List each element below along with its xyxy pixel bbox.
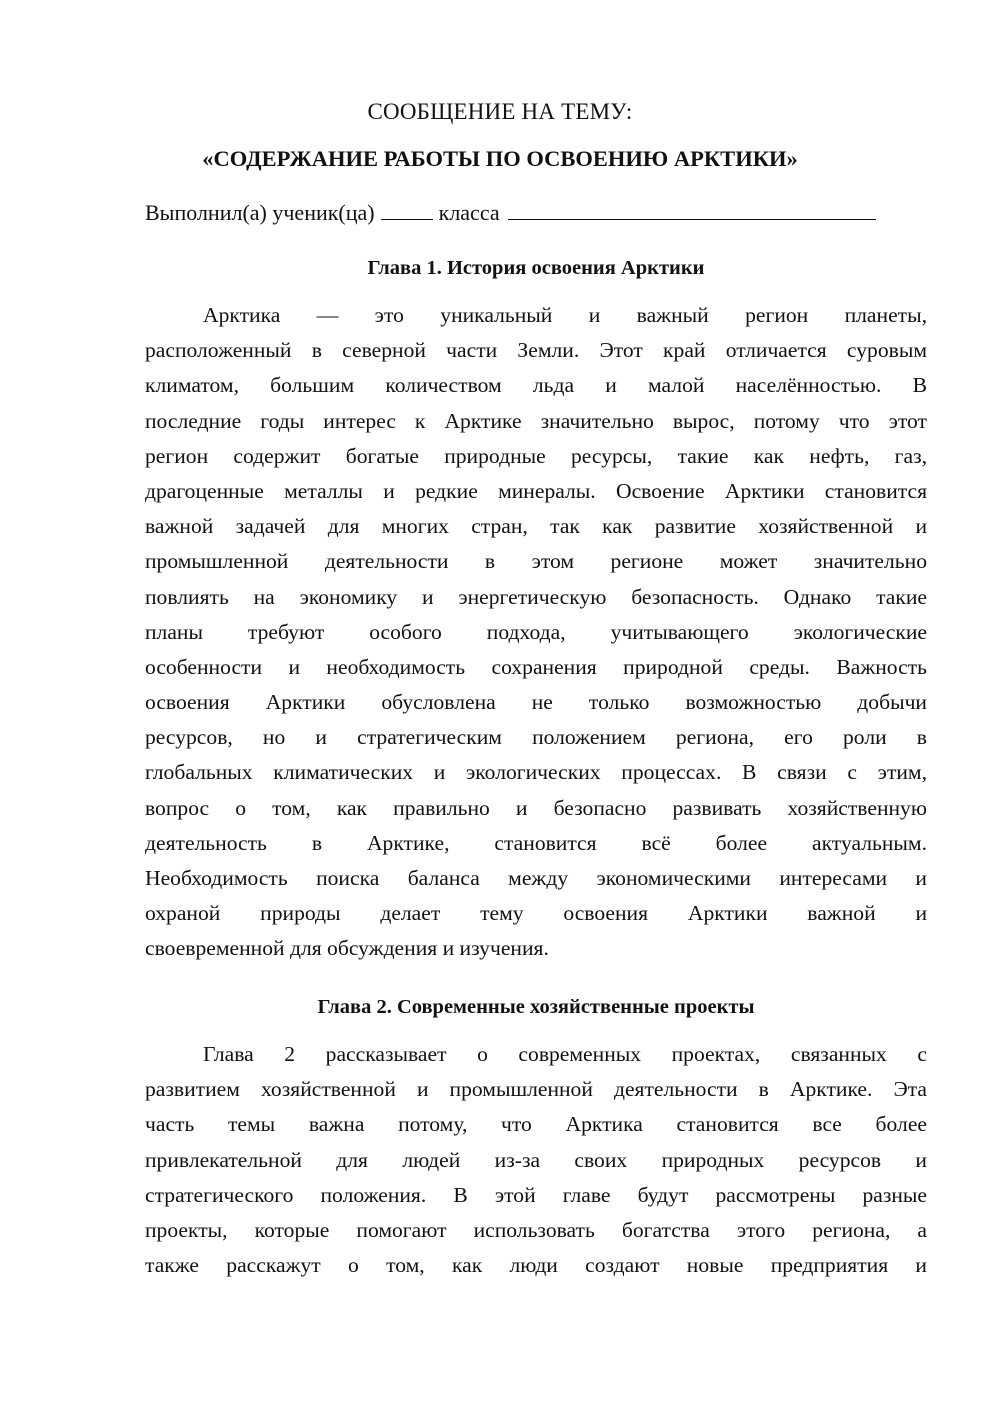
- paragraph-line: вопрос о том, как правильно и безопасно развивать хозяйственную: [145, 795, 927, 820]
- title-line-1: СООБЩЕНИЕ НА ТЕМУ:: [367, 99, 633, 124]
- title-line-2: «СОДЕРЖАНИЕ РАБОТЫ ПО ОСВОЕНИЮ АРКТИКИ»: [202, 146, 798, 171]
- paragraph-line: деятельность в Арктике, становится всё более актуальным.: [145, 830, 927, 855]
- chapter-2-paragraph: [145, 1037, 927, 1283]
- paragraph-line: климатом, большим количеством льда и малой населённостью. В: [145, 373, 927, 398]
- class-number-blank: [381, 199, 433, 220]
- chapter-1-paragraph: [145, 298, 927, 967]
- chapter-1-heading: Глава 1. История освоения Арктики: [367, 257, 705, 279]
- paragraph-line: проекты, которые помогают использовать богатства этого региона, а: [145, 1217, 927, 1242]
- paragraph-line: драгоценные металлы и редкие минералы. Освоение Арктики становится: [145, 478, 927, 503]
- paragraph-line: охраной природы делает тему освоения Арктики важной и: [145, 901, 927, 926]
- paragraph-line: особенности и необходимость сохранения природной среды. Важность: [145, 654, 927, 679]
- paragraph-line: регион содержит богатые природные ресурсы, такие как нефть, газ,: [145, 443, 927, 468]
- paragraph-line: важной задачей для многих стран, так как развитие хозяйственной и: [145, 514, 927, 539]
- paragraph-line: Глава 2 рассказывает о современных проектах, связанных с: [203, 1042, 927, 1066]
- paragraph-line: расположенный в северной части Земли. Этот край отличается суровым: [145, 338, 927, 363]
- paragraph-line: привлекательной для людей из-за своих природных ресурсов и: [145, 1147, 927, 1172]
- chapter-2-heading: Глава 2. Современные хозяйственные проекты: [317, 996, 755, 1018]
- author-name-blank: [508, 199, 876, 220]
- paragraph-line: своевременной для обсуждения и изучения.: [145, 936, 549, 961]
- paragraph-line: планы требуют особого подхода, учитывающего экологические: [145, 619, 927, 644]
- paragraph-line: часть темы важна потому, что Арктика становится все более: [145, 1112, 927, 1137]
- paragraph-line: стратегического положения. В этой главе будут рассмотрены разные: [145, 1182, 927, 1207]
- paragraph-line: также расскажут о том, как люди создают новые предприятия и: [145, 1253, 927, 1278]
- paragraph-line: освоения Арктики обусловлена не только возможностью добычи: [145, 690, 927, 715]
- paragraph-line: промышленной деятельности в этом регионе может значительно: [145, 549, 927, 574]
- paragraph-line: последние годы интерес к Арктике значительно вырос, потому что этот: [145, 408, 927, 433]
- author-line: [145, 198, 876, 228]
- author-prefix: Выполнил(а) ученик(ца): [145, 200, 375, 225]
- paragraph-line: повлиять на экономику и энергетическую безопасность. Однако такие: [145, 584, 927, 609]
- paragraph-line: глобальных климатических и экологических процессах. В связи с этим,: [145, 760, 927, 785]
- paragraph-line: развитием хозяйственной и промышленной деятельности в Арктике. Эта: [145, 1077, 927, 1102]
- paragraph-line: Необходимость поиска баланса между экономическими интересами и: [145, 866, 927, 890]
- paragraph-line: Арктика — это уникальный и важный регион планеты,: [203, 303, 927, 327]
- author-class-label: класса: [438, 200, 500, 225]
- paragraph-line: ресурсов, но и стратегическим положением региона, его роли в: [145, 725, 927, 750]
